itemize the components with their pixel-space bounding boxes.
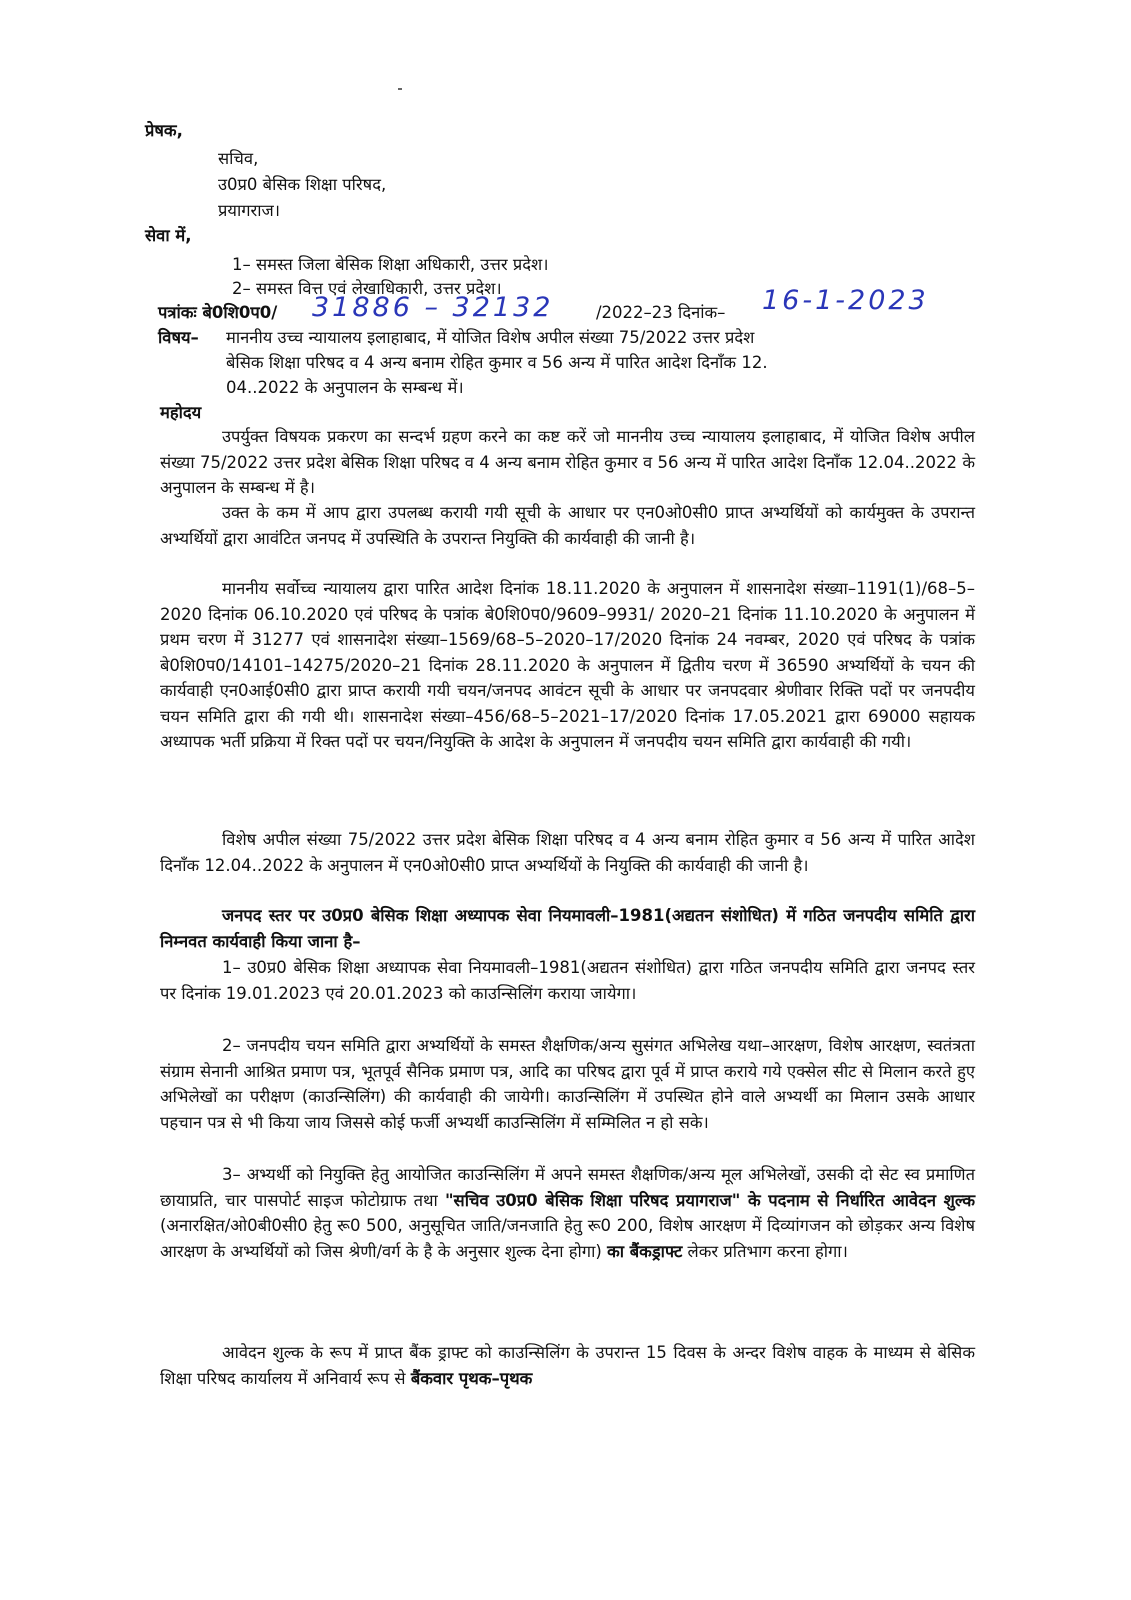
point-1-text: 1– उ0प्र0 बेसिक शिक्षा अध्यापक सेवा नियमावली–1981(अद्यतन संशोधित) द्वारा गठित जनपदीय समिति द्वारा जनपद स्तर पर दिनांक 19.01.2023 एवं 20.01.2023 को काउन्सिलिंग कराया जायेगा।: [160, 958, 975, 1003]
handwritten-letter-number: 31886 – 32132: [312, 292, 554, 323]
point-1: [160, 955, 975, 1006]
subject-line-2: बेसिक शिक्षा परिषद व 4 अन्य बनाम रोहित कुमार व 56 अन्य में पारित आदेश दिनाँक 12.: [226, 353, 768, 372]
paragraph-1-text: उपर्युक्त विषयक प्रकरण का सन्दर्भ ग्रहण करने का कष्ट करें जो माननीय उच्च न्यायालय इलाहाबाद, में योजित विशेष अपील संख्या 75/2022 उत्तर प्रदेश बेसिक शिक्षा परिषद व 4 अन्य बनाम रोहित कुमार व 56 अन्य में पारित आदेश दिनाँक 12.04..2022 के अनुपालन के सम्बन्ध में है।: [160, 427, 975, 497]
recipient-2: 2– समस्त वित्त एवं लेखाधिकारी, उत्तर प्रदेश।: [232, 279, 502, 298]
point-3-bold-bankdraft: का बैंकड्राफ्ट: [607, 1241, 683, 1261]
salutation: महोदय: [160, 403, 202, 422]
paragraph-4: [160, 827, 975, 878]
subject-line-3: 04..2022 के अनुपालन के सम्बन्ध में।: [226, 378, 464, 397]
recipient-1: 1– समस्त जिला बेसिक शिक्षा अधिकारी, उत्तर प्रदेश।: [232, 255, 549, 274]
paragraph-last-bold: बैंकवार पृथक–पृथक: [410, 1368, 533, 1388]
sender-label: प्रेषक,: [145, 121, 183, 140]
paragraph-3: [160, 576, 975, 755]
point-2: [160, 1033, 975, 1135]
subject-label: विषय–: [158, 328, 199, 347]
letter-session: /2022–23 दिनांक–: [596, 303, 726, 322]
action-heading-paragraph: [160, 903, 975, 954]
to-label: सेवा में,: [145, 226, 192, 245]
point-3-part-2: (अनारक्षित/ओ0बी0सी0 हेतु रू0 500, अनुसूचित जाति/जनजाति हेतु रू0 200, विशेष आरक्षण में दिव्यांगजन को छोड़कर अन्य विशेष आरक्षण के अभ्यर्थियों को जिस श्रेणी/वर्ग के है के अनुसार शुल्क देना होगा): [160, 1216, 975, 1261]
paragraph-2: [160, 500, 975, 551]
sender-line-1: सचिव,: [218, 149, 259, 168]
sender-line-2: उ0प्र0 बेसिक शिक्षा परिषद,: [218, 175, 387, 194]
subject-line-1: माननीय उच्च न्यायालय इलाहाबाद, में योजित विशेष अपील संख्या 75/2022 उत्तर प्रदेश: [226, 328, 755, 347]
paragraph-last-text: आवेदन शुल्क के रूप में प्राप्त बैंक ड्राफ्ट को काउन्सिलिंग के उपरान्त 15 दिवस के अन्दर विशेष वाहक के माध्यम से बेसिक शिक्षा परिषद कार्यालय में अनिवार्य रूप से: [160, 1343, 975, 1388]
point-3: [160, 1162, 975, 1264]
point-3-part-1: 3– अभ्यर्थी को नियुक्ति हेतु आयोजित काउन्सिलिंग में अपने समस्त शैक्षणिक/अन्य मूल अभिलेखों, उसकी दो सेट स्व प्रमाणित छायाप्रति, चार पासपोर्ट साइज फोटोग्राफ तथा: [160, 1165, 975, 1210]
paragraph-last: [160, 1340, 975, 1391]
scan-speck: [398, 88, 402, 90]
point-2-text: 2– जनपदीय चयन समिति द्वारा अभ्यर्थियों के समस्त शैक्षणिक/अन्य सुसंगत अभिलेख यथा–आरक्षण, विशेष आरक्षण, स्वतंत्रता संग्राम सेनानी आश्रित प्रमाण पत्र, भूतपूर्व सैनिक प्रमाण पत्र, आदि का परिषद द्वारा पूर्व में प्राप्त कराये गये एक्सेल सीट से मिलान करते हुए अभिलेखों का परीक्षण (काउन्सिलिंग) की कार्यवाही की जायेगी। काउन्सिलिंग में उपस्थित होने वाले अभ्यर्थी का मिलान उसके आधार पहचान पत्र से भी किया जाय जिससे कोई फर्जी अभ्यर्थी काउन्सिलिंग में सम्मिलित न हो सके।: [160, 1036, 975, 1132]
action-heading-text: जनपद स्तर पर उ0प्र0 बेसिक शिक्षा अध्यापक सेवा नियमावली–1981(अद्यतन संशोधित) में गठित जनपदीय समिति द्वारा निम्नवत कार्यवाही किया जाना है–: [160, 906, 975, 951]
paragraph-3-text: माननीय सर्वोच्च न्यायालय द्वारा पारित आदेश दिनांक 18.11.2020 के अनुपालन में शासनादेश संख्या–1191(1)/68–5–2020 दिनांक 06.10.2020 एवं परिषद के पत्रांक बे0शि0प0/9609–9931/ 2020–21 दिनांक 11.10.2020 के अनुपालन में प्रथम चरण में 31277 एवं शासनादेश संख्या–1569/68–5–2020–17/2020 दिनांक 24 नवम्बर, 2020 एवं परिषद के पत्रांक बे0शि0प0/14101–14275/2020–21 दिनांक 28.11.2020 के अनुपालन में द्वितीय चरण में 36590 अभ्यर्थियों के चयन की कार्यवाही एन0आई0सी0 द्वारा प्राप्त करायी गयी चयन/जनपद आवंटन सूची के आधार पर जनपदवार श्रेणीवार रिक्ति पदों पर जनपदीय चयन समिति द्वारा की गयी थी। शासनादेश संख्या–456/68–5–2021–17/2020 दिनांक 17.05.2021 द्वारा 69000 सहायक अध्यापक भर्ती प्रक्रिया में रिक्त पदों पर चयन/नियुक्ति के आदेश के अनुपालन में जनपदीय चयन समिति द्वारा कार्यवाही की गयी।: [160, 579, 975, 751]
paragraph-4-text: विशेष अपील संख्या 75/2022 उत्तर प्रदेश बेसिक शिक्षा परिषद व 4 अन्य बनाम रोहित कुमार व 56 अन्य में पारित आदेश दिनाँक 12.04..2022 के अनुपालन में एन0ओ0सी0 प्राप्त अभ्यर्थियों के नियुक्ति की कार्यवाही की जानी है।: [160, 830, 975, 875]
paragraph-1: [160, 424, 975, 501]
point-3-bold-fee-note: "सचिव उ0प्र0 बेसिक शिक्षा परिषद प्रयागराज" के पदनाम से निर्धारित आवेदन शुल्क: [444, 1190, 975, 1210]
handwritten-date: 16-1-2023: [762, 285, 929, 316]
paragraph-2-text: उक्त के कम में आप द्वारा उपलब्ध करायी गयी सूची के आधार पर एन0ओ0सी0 प्राप्त अभ्यर्थियों को कार्यमुक्त के उपरान्त अभ्यर्थियों द्वारा आवंटित जनपद में उपस्थिति के उपरान्त नियुक्ति की कार्यवाही की जानी है।: [160, 503, 975, 548]
sender-line-3: प्रयागराज।: [218, 201, 281, 220]
point-3-part-3: लेकर प्रतिभाग करना होगा।: [682, 1241, 848, 1261]
letter-ref-label: पत्रांकः बे0शि0प0/: [158, 303, 278, 322]
